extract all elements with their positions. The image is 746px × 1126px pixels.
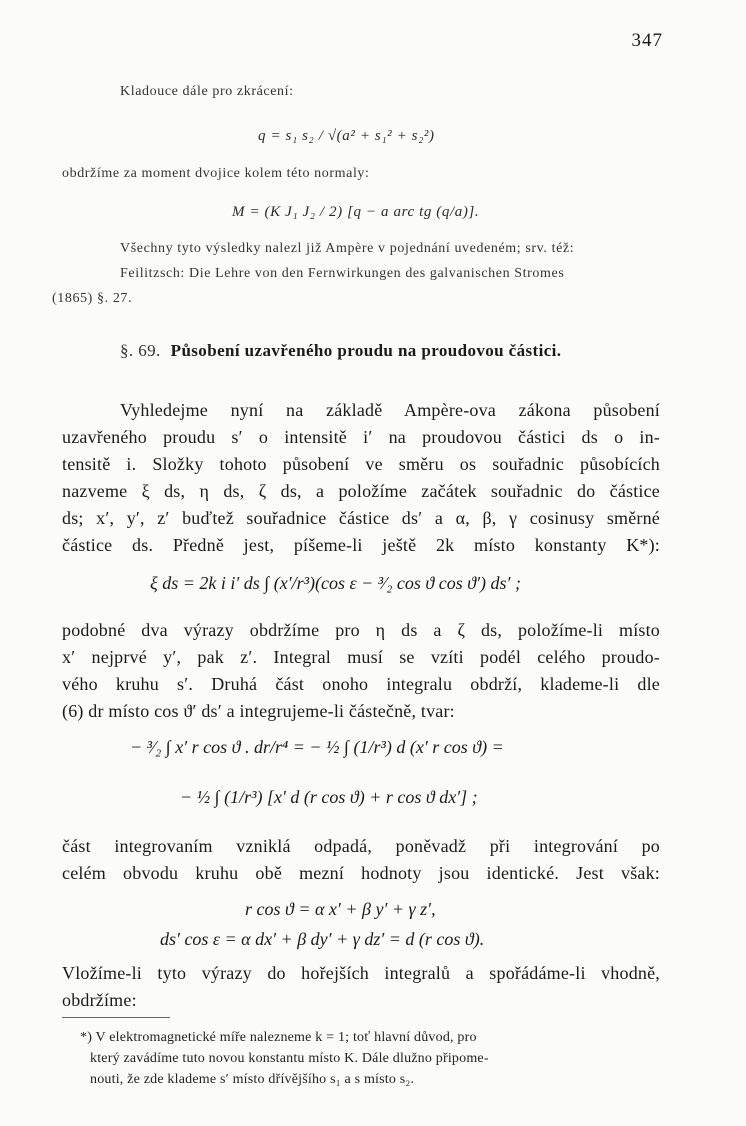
formula-xi: ξ ds = 2k i i′ ds ∫ (x′/r³)(cos ε − ³⁄₂ cos ϑ cos ϑ′) ds′ ; (150, 573, 521, 593)
formula-moment: M = (K J₁ J₂ / 2) [q − a arc tg (q/a)]. (232, 204, 480, 220)
page-number: 347 (631, 30, 663, 51)
footnote-line: *) V elektromagnetické míře nalezneme k = 1; toť hlavní důvod, pro (80, 1030, 477, 1045)
intro-text-2: obdržíme za moment dvojice kolem této normaly: (62, 166, 370, 181)
results-line-1: Všechny tyto výsledky nalezl již Ampère v pojednání uvedeném; srv. též: (120, 241, 575, 256)
intro-text-1: Kladouce dále pro zkrácení: (120, 84, 294, 99)
formula-rcos: r cos ϑ = α x′ + β y′ + γ z′, (245, 899, 436, 919)
section-title: Působení uzavřeného proudu na proudovou částici. (170, 341, 562, 360)
paragraph1-line: tensitě i. Složky tohoto působení ve směru os souřadnic působících (62, 454, 660, 474)
formula-q: q = s₁ s₂ / √(a² + s₁² + s₂²) (258, 128, 435, 144)
footnote-divider (62, 1017, 170, 1018)
paragraph3-line: část integrovaním vzniklá odpadá, poněvadž při integrování po (62, 836, 660, 856)
paragraph1-line: částice ds. Předně jest, píšeme-li ještě 2k místo konstanty K*): (62, 535, 660, 555)
results-line-2: Feilitzsch: Die Lehre von den Fernwirkungen des galvanischen Stromes (120, 266, 565, 281)
paragraph1-line: ds; x′, y′, z′ buďtež souřadnice částice ds′ a α, β, γ cosinusy směrné (62, 508, 660, 528)
paragraph2-line: vého kruhu s′. Druhá část onoho integralu obdrží, klademe-li dle (62, 674, 660, 694)
results-line-3: (1865) §. 27. (52, 291, 133, 306)
paragraph1-line: uzavřeného proudu s′ o intensitě i′ na proudovou částici ds o in- (62, 427, 660, 447)
paragraph1-line: nazveme ξ ds, η ds, ζ ds, a položíme začátek souřadnic do částice (62, 481, 660, 501)
paragraph4-line: Vložíme-li tyto výrazy do hořejších integralů a spořádáme-li vhodně, (62, 963, 660, 983)
paragraph1-line: Vyhledejme nyní na základě Ampère-ova zákona působení (120, 400, 660, 420)
paragraph2-line: x′ nejprvé y′, pak z′. Integral musí se vzíti podél celého proudo- (62, 647, 660, 667)
paragraph4-line: obdržíme: (62, 990, 137, 1010)
footnote-line: nouti, že zde klademe s′ místo dřívějšího s₁ a s místo s₂. (90, 1072, 415, 1087)
paragraph3-line: celém obvodu kruhu obě mezní hodnoty jsou identické. Jest však: (62, 863, 660, 883)
paragraph2-line: (6) dr místo cos ϑ′ ds′ a integrujeme-li částečně, tvar: (62, 701, 455, 721)
formula-integral-1: − ³⁄₂ ∫ x′ r cos ϑ . dr/r⁴ = − ½ ∫ (1/r³) d (x′ r cos ϑ) = (130, 737, 504, 757)
section-number: §. 69. (120, 341, 161, 360)
formula-dscos: ds′ cos ε = α dx′ + β dy′ + γ dz′ = d (r cos ϑ). (160, 929, 485, 949)
section-heading (120, 341, 561, 361)
footnote (80, 1027, 660, 1090)
paragraph2-line: podobné dva výrazy obdržíme pro η ds a ζ ds, položíme-li místo (62, 620, 660, 640)
footnote-line: který zavádíme tuto novou konstantu místo K. Dále dlužno připome- (90, 1051, 489, 1066)
formula-integral-2: − ½ ∫ (1/r³) [x′ d (r cos ϑ) + r cos ϑ dx′] ; (180, 787, 478, 807)
